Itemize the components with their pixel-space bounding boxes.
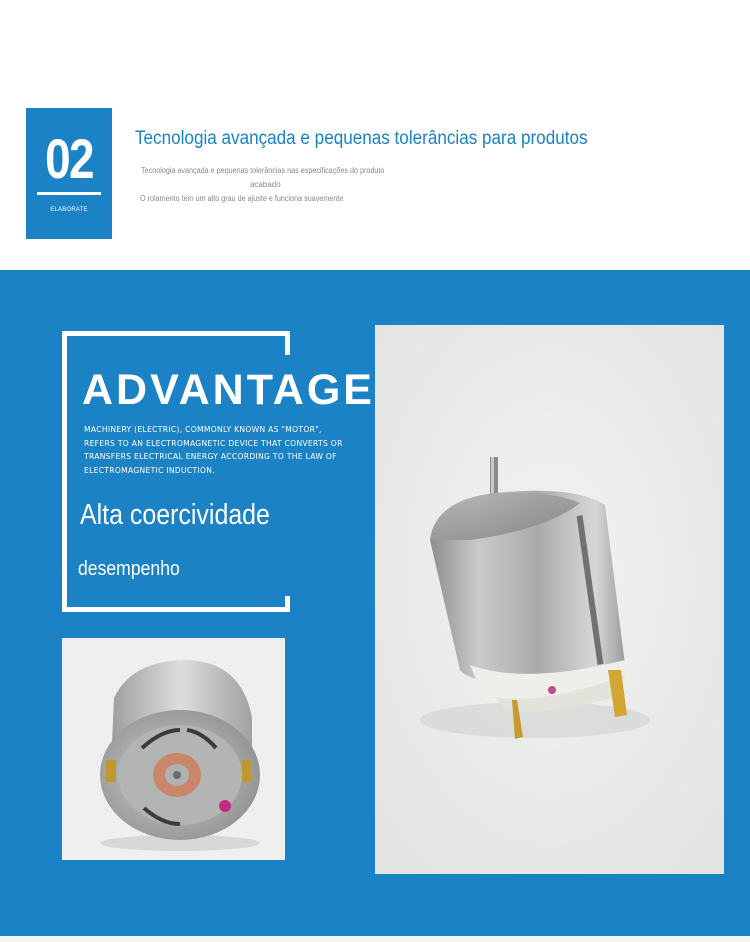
- section-description-line2: acabado: [250, 180, 281, 189]
- section-number: 02: [45, 127, 93, 190]
- feature-subtitle: desempenho: [78, 558, 180, 580]
- advantage-title: ADVANTAGE: [82, 366, 375, 414]
- section-description-line3: O rolamento tem um alto grau de ajuste e funciona suavemente: [140, 194, 344, 203]
- section-headline: Tecnologia avançada e pequenas tolerâncias para produtos: [135, 128, 588, 149]
- advantage-description: MACHINERY (ELECTRIC), COMMONLY KNOWN AS "MOTOR", REFERS TO AN ELECTROMAGNETIC DEVICE THAT CONVERTS OR TRANSFERS ELECTRICAL ENERGY ACCORDING TO THE LAW OF ELECTROMAGNETIC INDUCTION.: [84, 425, 343, 475]
- section-number-box: [26, 108, 112, 239]
- feature-title: Alta coercividade: [80, 499, 270, 531]
- top-section: [0, 0, 750, 270]
- motor-side-photo: [375, 325, 724, 874]
- section-description-line1: Tecnologia avançada e pequenas tolerâncias nas especificações do produto: [141, 166, 385, 175]
- bottom-strip: [0, 936, 750, 942]
- divider: [37, 192, 101, 195]
- section-number-caption: ELABORATE: [50, 207, 88, 213]
- motor-end-photo: [62, 638, 285, 860]
